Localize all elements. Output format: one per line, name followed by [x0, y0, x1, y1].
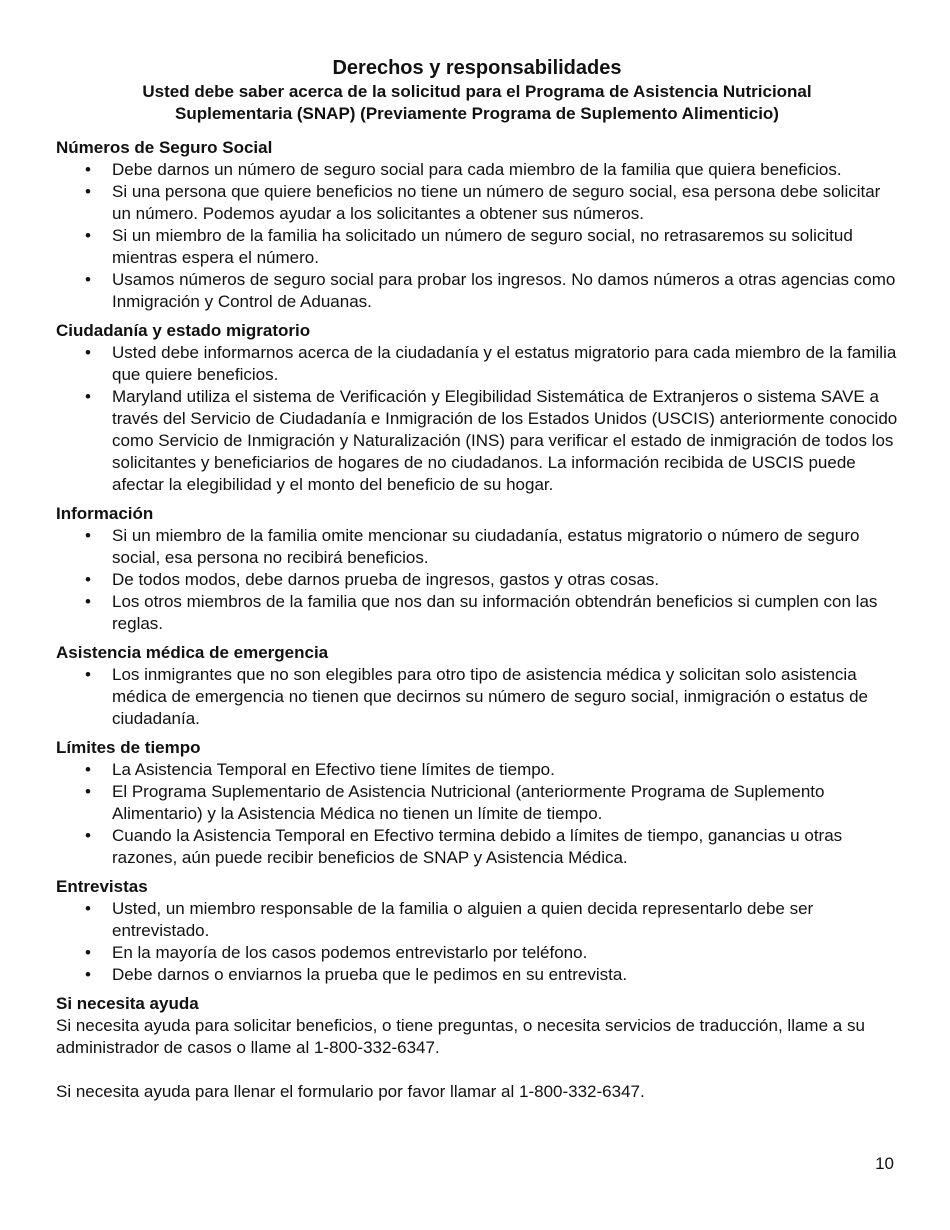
section-heading: Si necesita ayuda: [56, 994, 199, 1013]
bullet-list: [56, 525, 898, 635]
section-emergency-medical: [56, 642, 898, 730]
section-heading: Ciudadanía y estado migratorio: [56, 321, 311, 340]
bullet-list: [56, 159, 898, 313]
list-item: • Usamos números de seguro social para probar los ingresos. No damos números a otras agencias como Inmigración y Control de Aduanas.: [56, 269, 898, 313]
list-item: • El Programa Suplementario de Asistencia Nutricional (anteriormente Programa de Suplemento Alimentario) y la Asistencia Médica no tienen un límite de tiempo.: [56, 781, 898, 825]
list-item: • En la mayoría de los casos podemos entrevistarlo por teléfono.: [56, 942, 898, 964]
list-item: • Si una persona que quiere beneficios no tiene un número de seguro social, esa persona debe solicitar un número. Podemos ayudar a los solicitantes a obtener sus números.: [56, 181, 898, 225]
list-item: • Usted, un miembro responsable de la familia o alguien a quien decida representarlo debe ser entrevistado.: [56, 898, 898, 942]
bullet-list: [56, 898, 898, 986]
list-item: • Debe darnos o enviarnos la prueba que le pedimos en su entrevista.: [56, 964, 898, 986]
section-heading: Entrevistas: [56, 877, 148, 896]
page-number: 10: [875, 1154, 894, 1173]
help-paragraph-form: Si necesita ayuda para llenar el formulario por favor llamar al 1-800-332-6347.: [56, 1082, 645, 1101]
list-item: • Debe darnos un número de seguro social para cada miembro de la familia que quiera beneficios.: [56, 159, 898, 181]
page-title: Derechos y responsabilidades: [332, 57, 622, 79]
bullet-list: [56, 759, 898, 869]
list-item: • Si un miembro de la familia ha solicitado un número de seguro social, no retrasaremos su solicitud mientras espera el número.: [56, 225, 898, 269]
list-item: • Si un miembro de la familia omite mencionar su ciudadanía, estatus migratorio o número de seguro social, esa persona no recibirá beneficios.: [56, 525, 898, 569]
section-interviews: [56, 876, 898, 986]
list-item: • Los inmigrantes que no son elegibles para otro tipo de asistencia médica y solicitan solo asistencia médica de emergencia no tienen que decirnos su número de seguro social, inmigración o estatus de ciudadanía.: [56, 664, 898, 730]
list-item: • Los otros miembros de la familia que nos dan su información obtendrán beneficios si cumplen con las reglas.: [56, 591, 898, 635]
list-item: • Usted debe informarnos acerca de la ciudadanía y el estatus migratorio para cada miembro de la familia que quiere beneficios.: [56, 342, 898, 386]
subtitle-line-1: Usted debe saber acerca de la solicitud para el Programa de Asistencia Nutricional: [142, 82, 812, 101]
page-subtitle: [56, 81, 898, 125]
bullet-list: [56, 664, 898, 730]
section-information: [56, 503, 898, 635]
list-item: • Maryland utiliza el sistema de Verificación y Elegibilidad Sistemática de Extranjeros o sistema SAVE a través del Servicio de Ciudadanía e Inmigración de los Estados Unidos (USCIS) anteriormente conocido como Servicio de Inmigración y Naturalización (INS) para verificar el estado de inmigración de todos los solicitantes y beneficiarios de hogares de no ciudadanos. La información recibida de USCIS puede afectar la elegibilidad y el monto del beneficio de su hogar.: [56, 386, 898, 496]
subtitle-line-2: Suplementaria (SNAP) (Previamente Programa de Suplemento Alimenticio): [175, 104, 779, 123]
list-item: • De todos modos, debe darnos prueba de ingresos, gastos y otras cosas.: [56, 569, 898, 591]
document-page: [56, 55, 898, 1103]
section-heading: Asistencia médica de emergencia: [56, 643, 329, 662]
section-social-security: [56, 137, 898, 313]
section-heading: Números de Seguro Social: [56, 138, 273, 157]
list-item: • La Asistencia Temporal en Efectivo tiene límites de tiempo.: [56, 759, 898, 781]
list-item: • Cuando la Asistencia Temporal en Efectivo termina debido a límites de tiempo, ganancias u otras razones, aún puede recibir beneficios de SNAP y Asistencia Médica.: [56, 825, 898, 869]
bullet-list: [56, 342, 898, 496]
section-heading: Límites de tiempo: [56, 738, 201, 757]
section-heading: Información: [56, 504, 154, 523]
section-citizenship: [56, 320, 898, 496]
section-time-limits: [56, 737, 898, 869]
help-paragraph: Si necesita ayuda para solicitar beneficios, o tiene preguntas, o necesita servicios de traducción, llame a su administrador de casos o llame al 1-800-332-6347.: [56, 1016, 865, 1057]
section-help: [56, 993, 898, 1103]
